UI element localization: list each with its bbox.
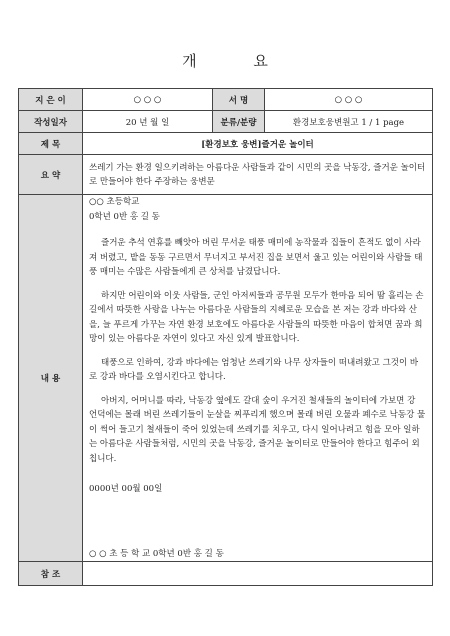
row-content — [19, 195, 433, 562]
document-title: 개 요 — [182, 52, 294, 70]
content-paragraph: 태풍으로 인하여, 강과 바다에는 엄청난 쓰레기와 나무 상자들이 떠내려왔고 그것이 바로 강과 바다를 오염시킨다고 합니다. — [89, 357, 419, 382]
reference-value — [83, 562, 433, 586]
subject-value: [환경보호 웅변]즐거운 놀이터 — [83, 133, 433, 155]
category-value: 환경보호웅변원고 1 / 1 page — [265, 111, 433, 133]
row-writer — [19, 89, 433, 111]
writer-value: ○ ○ ○ — [83, 89, 213, 111]
category-label: 분류/분량 — [213, 111, 265, 133]
writer-label: 지 은 이 — [19, 89, 83, 111]
content-school: ○○ 초등학교 — [89, 197, 140, 207]
content-paragraph: 하지만 어린이와 이웃 사람들, 군인 아저씨들과 공무원 모두가 한마음 되어 땀 흘리는 손길에서 따뜻한 사랑을 나누는 아름다운 사람들의 지혜로운 모습을 본 저는 강과 바다와 산을, 늘 푸르게 가꾸는 자연 환경 보호에도 아름다운 사람들의 따뜻한 마음이 합쳐면 꿈과 희망이 있는 아름다운 자연이 있다고 자신 있게 발표합니다. — [89, 290, 424, 344]
content-student: 0학년 0반 홍 길 동 — [89, 211, 160, 222]
reviewer-value: ○ ○ ○ — [265, 89, 433, 111]
reviewer-label: 서 명 — [213, 89, 265, 111]
reference-label: 참 조 — [19, 562, 83, 586]
content-paragraph: 아버지, 어머니를 따라, 낙동강 옆에도 갈대 숲이 우거진 철새들의 놀이터에 가보면 강 언덕에는 몰래 버린 쓰레기들이 눈살을 찌푸리게 했으며 몰래 버린 오물과 폐수로 낙동강 물이 썩어 들고기 철새들이 죽어 있었는데 쓰레기를 치우고, 다시 일어나려고 힘을 모아 일하는 아름다운 사람들처럼, 시민의 곳을 낙동강, 즐거운 놀이터로 만들어야 한다고 힘주어 외칩니다. — [89, 395, 426, 464]
summary-label: 요 약 — [19, 155, 83, 195]
subject-label: 제 목 — [19, 133, 83, 155]
row-reference — [19, 562, 433, 586]
overview-form — [18, 88, 433, 586]
content-paragraph: 즐거운 추석 연휴를 빼앗아 버린 무서운 태풍 매미에 농작물과 집들이 흔적도 없이 사라져 버렸고, 밭을 동동 구르면서 무너지고 부서진 집을 보면서 울고 있는 어린이와 사람들 태풍 매미는 수많은 사람들에게 큰 상처를 남겼답니다. — [89, 238, 423, 277]
row-subject — [19, 133, 433, 155]
date-value: 20 년 월 일 — [83, 111, 213, 133]
summary-value: 쓰레기 가는 환경 일으키려하는 아름다운 사람들과 같이 시민의 곳을 낙동강, 즐거운 놀이터로 만들어야 한다 주장하는 웅변문 — [83, 155, 433, 195]
content-signature: ○ ○ 초 등 학 교 0학년 0반 홍 길 동 — [89, 548, 224, 559]
content-date: 0000년 00월 00일 — [89, 484, 163, 494]
date-label: 작성일자 — [19, 111, 83, 133]
content-label: 내 용 — [19, 195, 83, 562]
content-body — [83, 195, 433, 562]
row-summary — [19, 155, 433, 195]
row-date — [19, 111, 433, 133]
